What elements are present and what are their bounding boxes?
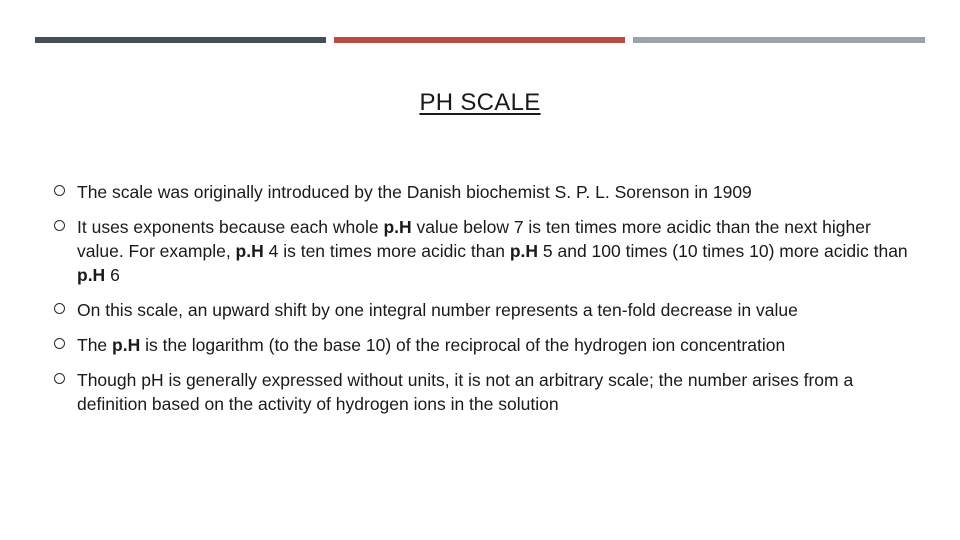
accent-bar-red (334, 37, 625, 43)
bullet-list (54, 180, 914, 427)
bullet-item: The scale was originally introduced by the Danish biochemist S. P. L. Sorenson in 1909 (54, 180, 914, 204)
slide-title: PH SCALE (419, 89, 541, 116)
accent-bar-gray (633, 37, 925, 43)
bullet-item: It uses exponents because each whole p.H value below 7 is ten times more acidic than the next higher value. For example, p.H 4 is ten times more acidic than p.H 5 and 100 times (10 times 10) more acidic than p.H 6 (54, 215, 914, 287)
circle-bullet-icon (54, 185, 65, 196)
circle-bullet-icon (54, 338, 65, 349)
circle-bullet-icon (54, 373, 65, 384)
circle-bullet-icon (54, 220, 65, 231)
accent-bar-dark (35, 37, 326, 43)
bullet-item: On this scale, an upward shift by one integral number represents a ten-fold decrease in value (54, 298, 914, 322)
bullet-item: Though pH is generally expressed without units, it is not an arbitrary scale; the number arises from a definition based on the activity of hydrogen ions in the solution (54, 368, 914, 416)
circle-bullet-icon (54, 303, 65, 314)
bullet-item: The p.H is the logarithm (to the base 10) of the reciprocal of the hydrogen ion concentration (54, 333, 914, 357)
